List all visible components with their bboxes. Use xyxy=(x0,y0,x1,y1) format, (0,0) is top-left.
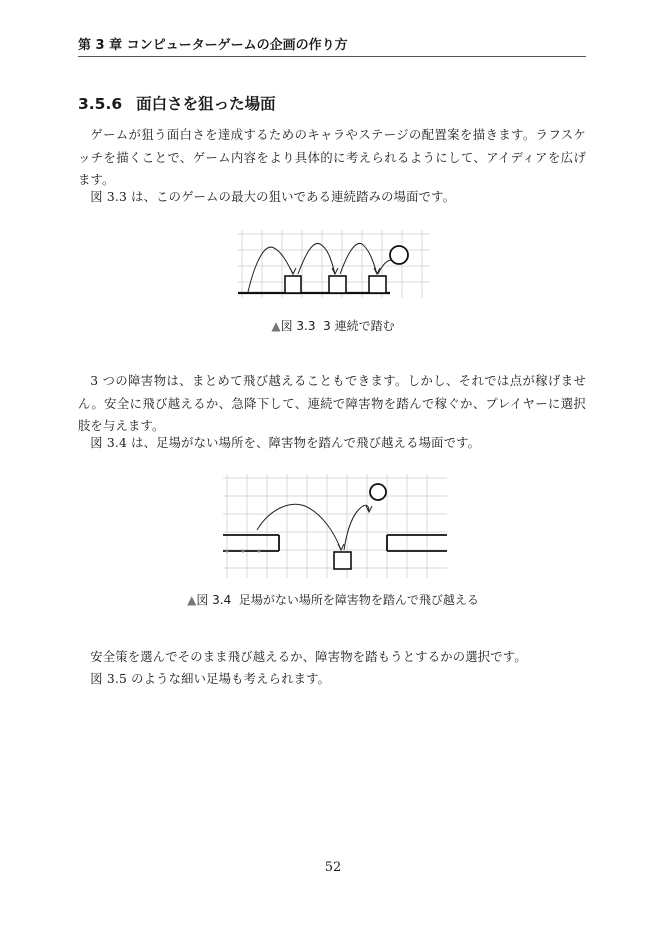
caption-title: 足場がない場所を障害物を踏んで飛び越える xyxy=(238,593,479,607)
paragraph-fig34-ref: 図 3.4 は、足場がない場所を、障害物を踏んで飛び越える場面です。 xyxy=(90,436,481,450)
paragraph-fig33-ref: 図 3.3 は、このゲームの最大の狙いである連続踏みの場面です。 xyxy=(90,190,456,204)
figure-3-3-caption xyxy=(0,318,666,334)
figure-3-3 xyxy=(238,230,430,298)
figure-3-4-caption xyxy=(0,592,666,608)
chapter-header: 第 3 章 コンピューターゲームの企画の作り方 xyxy=(78,38,586,57)
paragraph-fig35-ref: 図 3.5 のような細い足場も考えられます。 xyxy=(90,672,331,686)
right-platform xyxy=(387,535,447,551)
left-platform xyxy=(223,535,279,551)
section-title: 面白さを狙った場面 xyxy=(136,95,276,113)
obstacle-box xyxy=(334,552,351,569)
jump-trajectory xyxy=(257,504,372,550)
paragraph-intro: ゲームが狙う面白さを達成するためのキャラやステージの配置案を描きます。ラフスケッチを描くことで、ゲーム内容をより具体的に考えられるようにして、アイディアを広げます。 xyxy=(78,128,586,187)
obstacle-box xyxy=(329,276,346,293)
section-heading xyxy=(78,94,276,114)
player-circle xyxy=(370,484,386,500)
caption-label: 図 3.4 xyxy=(196,593,232,607)
figure-3-4 xyxy=(223,474,447,578)
page-number: 52 xyxy=(324,860,342,875)
player-circle xyxy=(390,246,408,264)
caption-title: 3 連続で踏む xyxy=(323,319,395,333)
figure-3-3-sketch xyxy=(238,230,430,298)
caption-label: 図 3.3 xyxy=(280,319,316,333)
obstacle-box xyxy=(285,276,301,293)
figure-3-4-sketch xyxy=(223,474,447,578)
paragraph-choice: 3 つの障害物は、まとめて飛び越えることもできます。しかし、それでは点が稼げません。安全に飛び越えるか、急降下して、連続で障害物を踏んで稼ぐか、プレイヤーに選択肢を与えます。 xyxy=(78,374,586,433)
section-number: 3.5.6 xyxy=(78,95,123,113)
figure-marker-icon: ▲ xyxy=(187,593,197,607)
paragraph-safe-choice: 安全策を選んでそのまま飛び越えるか、障害物を踏もうとするかの選択です。 xyxy=(90,650,527,664)
obstacle-box xyxy=(369,276,386,293)
figure-marker-icon: ▲ xyxy=(271,319,281,333)
